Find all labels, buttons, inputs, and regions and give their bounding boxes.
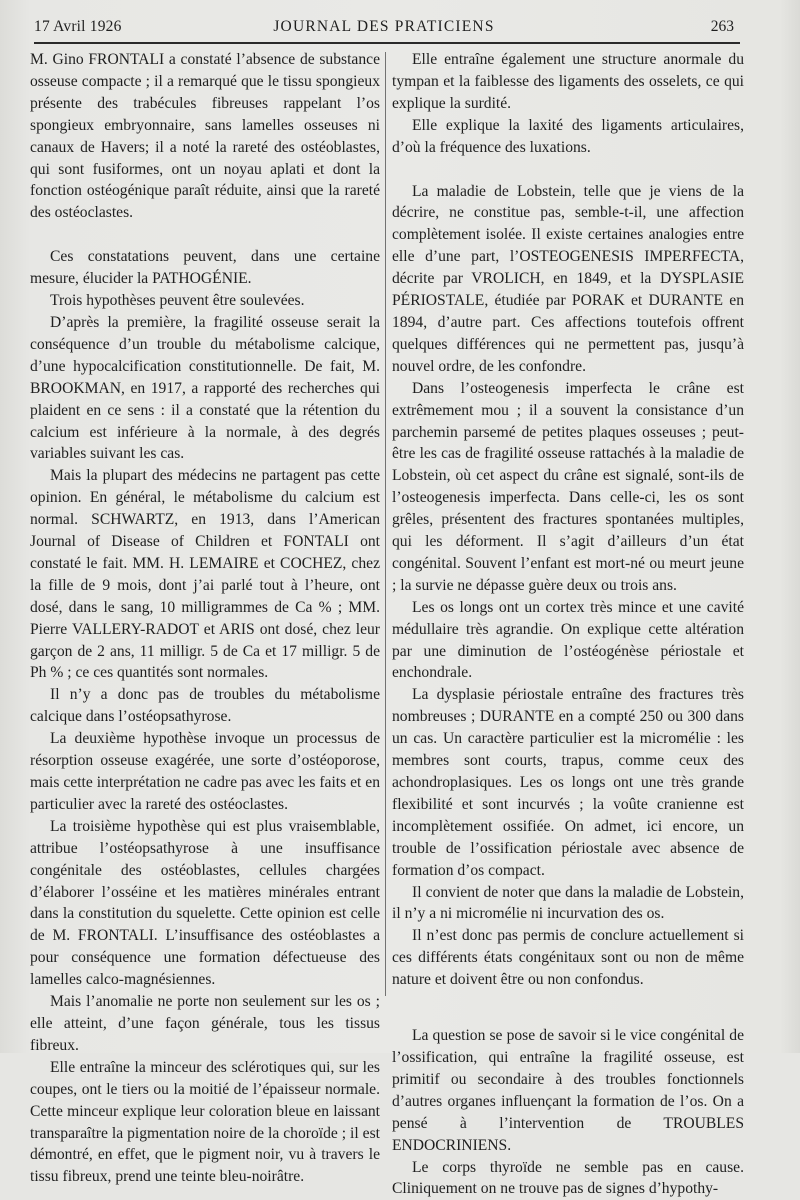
left-paragraph-8: La troisième hypothèse qui est plus vraisemblable, attribue l’ostéopsathyrose à une insuffisance congénitale des ostéoblastes, cellules chargées d’élaborer l’osséine et les matières minérales entrant dans la constitution du squelette. Cette opinion est celle de M. FRONTALI. L’insuffisance des ostéoblastes a pour conséquence une formation défectueuse des lamelles calco-magnésiennes. [30, 816, 380, 991]
left-paragraph-9: Mais l’anomalie ne porte non seulement sur les os ; elle atteint, d’une façon générale, tous les tissus fibreux. [30, 991, 380, 1057]
right-column [392, 49, 744, 1200]
left-paragraph-2: Ces constatations peuvent, dans une certaine mesure, élucider la PATHOGÉNIE. [30, 246, 380, 290]
right-paragraph-5: Les os longs ont un cortex très mince et une cavité médullaire très agrandie. On explique cette altération par une diminution de l’ostéogénèse périostale et enchondrale. [392, 597, 744, 685]
left-paragraph-3: Trois hypothèses peuvent être soulevées. [30, 290, 380, 312]
left-paragraph-5: Mais la plupart des médecins ne partagent pas cette opinion. En général, le métabolisme du calcium est normal. SCHWARTZ, en 1913, dans l’American Journal of Disease of Children et FONTALI ont constaté le fait. MM. H. LEMAIRE et COCHEZ, chez la fille de 9 mois, dont j’ai parlé tout à l’heure, ont dosé, dans le sang, 10 milligrammes de Ca % ; MM. Pierre VALLERY-RADOT et ARIS ont dosé, chez leur garçon de 2 ans, 11 milligr. 5 de Ca et 17 milligr. 5 de Ph % ; ce ces quantités sont normales. [30, 465, 380, 684]
right-paragraph-2: Elle explique la laxité des ligaments articulaires, d’où la fréquence des luxations. [392, 115, 744, 159]
left-column [30, 49, 380, 1188]
left-paragraph-4: D’après la première, la fragilité osseuse serait la conséquence d’un trouble du métabolisme calcique, d’une hypocalcification constitutionnelle. De fait, M. BROOKMAN, en 1917, a rapporté des recherches qui plaident en ce sens : il a constaté que la rétention du calcium est inférieure à la normale, à des degrés variables suivant les cas. [30, 312, 380, 465]
right-paragraph-4: Dans l’osteogenesis imperfecta le crâne est extrêmement mou ; il a souvent la consistance d’un parchemin parsemé de petites plaques osseuses ; peut-être les cas de fragilité osseuse rattachés à la maladie de Lobstein, où cet aspect du crâne est signalé, sont-ils de l’osteogenesis imperfecta. Dans celle-ci, les os sont grêles, présentent des fractures spontanées multiples, qui les déforment. Il s’agit d’ailleurs d’un état congénital. Souvent l’enfant est mort-né ou meurt jeune ; la survie ne dépasse guère deux ou trois ans. [392, 378, 744, 597]
column-divider [385, 52, 386, 996]
left-paragraph-1: M. Gino FRONTALI a constaté l’absence de substance osseuse compacte ; il a remarqué que le tissu spongieux présente des trabécules fibreuses rappelant l’os spongieux embryonnaire, sans lamelles osseuses ni canaux de Havers; il a noté la rareté des ostéoblastes, qui sont fusiformes, ont un noyau aplati et dont la fonction ostéogénique paraît réduite, ainsi que la rareté des ostéoclastes. [30, 49, 380, 224]
issue-date: 17 Avril 1926 [34, 18, 122, 36]
right-paragraph-7: Il convient de noter que dans la maladie de Lobstein, il n’y a ni micromélie ni incurvation des os. [392, 882, 744, 926]
right-paragraph-1: Elle entraîne également une structure anormale du tympan et la faiblesse des ligaments des osselets, ce qui explique la surdité. [392, 49, 744, 115]
right-paragraph-6: La dysplasie périostale entraîne des fractures très nombreuses ; DURANTE en a compté 250 ou 300 dans un cas. Un caractère particulier est la micromélie : les membres sont courts, trapus, comme ceux des achondroplasiques. Les os longs ont une très grande flexibilité et sont incurvés ; la voûte cranienne est incomplètement ossifiée. On admet, ici encore, un trouble de l’ossification périostale avec absence de formation d’os compact. [392, 684, 744, 881]
right-paragraph-3: La maladie de Lobstein, telle que je viens de la décrire, ne constitue pas, semble-t-il, une affection complètement isolée. Il existe certaines analogies entre elle d’une part, l’OSTEOGENESIS IMPERFECTA, décrite par VROLICH, en 1849, et la DYSPLASIE PÉRIOSTALE, étudiée par PORAK et DURANTE en 1894, d’autre part. Ces affections toutefois offrent quelques différences qui ne permettent pas, jusqu’à nouvel ordre, de les confondre. [392, 181, 744, 378]
left-paragraph-7: La deuxième hypothèse invoque un processus de résorption osseuse exagérée, une sorte d’ostéoporose, mais cette interprétation ne cadre pas avec les faits et en particulier avec la rareté des ostéoclastes. [30, 728, 380, 816]
page-number: 263 [711, 18, 734, 36]
right-paragraph-10: Le corps thyroïde ne semble pas en cause. Cliniquement on ne trouve pas de signes d’hypothy- [392, 1157, 744, 1200]
left-paragraph-10: Elle entraîne la minceur des sclérotiques qui, sur les coupes, ont le tiers ou la moitié de l’épaisseur normale. Cette minceur explique leur coloration bleue en laissant transparaître la pigmentation noire de la choroïde ; il est démontré, en effet, que le pigment noir, vu à travers le tissu fibreux, prend une teinte bleu-noirâtre. [30, 1057, 380, 1188]
right-paragraph-8: Il n’est donc pas permis de conclure actuellement si ces différents états congénitaux sont ou non de même nature et doivent être ou non confondus. [392, 925, 744, 991]
header-rule [34, 42, 740, 44]
running-header [34, 18, 734, 40]
right-paragraph-9: La question se pose de savoir si le vice congénital de l’ossification, qui entraîne la fragilité osseuse, est primitif ou secondaire à des troubles fonctionnels d’autres organes influençant la formation de l’os. On a pensé à l’intervention de TROUBLES ENDOCRINIENS. [392, 1025, 744, 1156]
journal-title: JOURNAL DES PRATICIENS [34, 18, 734, 36]
left-paragraph-6: Il n’y a donc pas de troubles du métabolisme calcique dans l’ostéopsathyrose. [30, 684, 380, 728]
